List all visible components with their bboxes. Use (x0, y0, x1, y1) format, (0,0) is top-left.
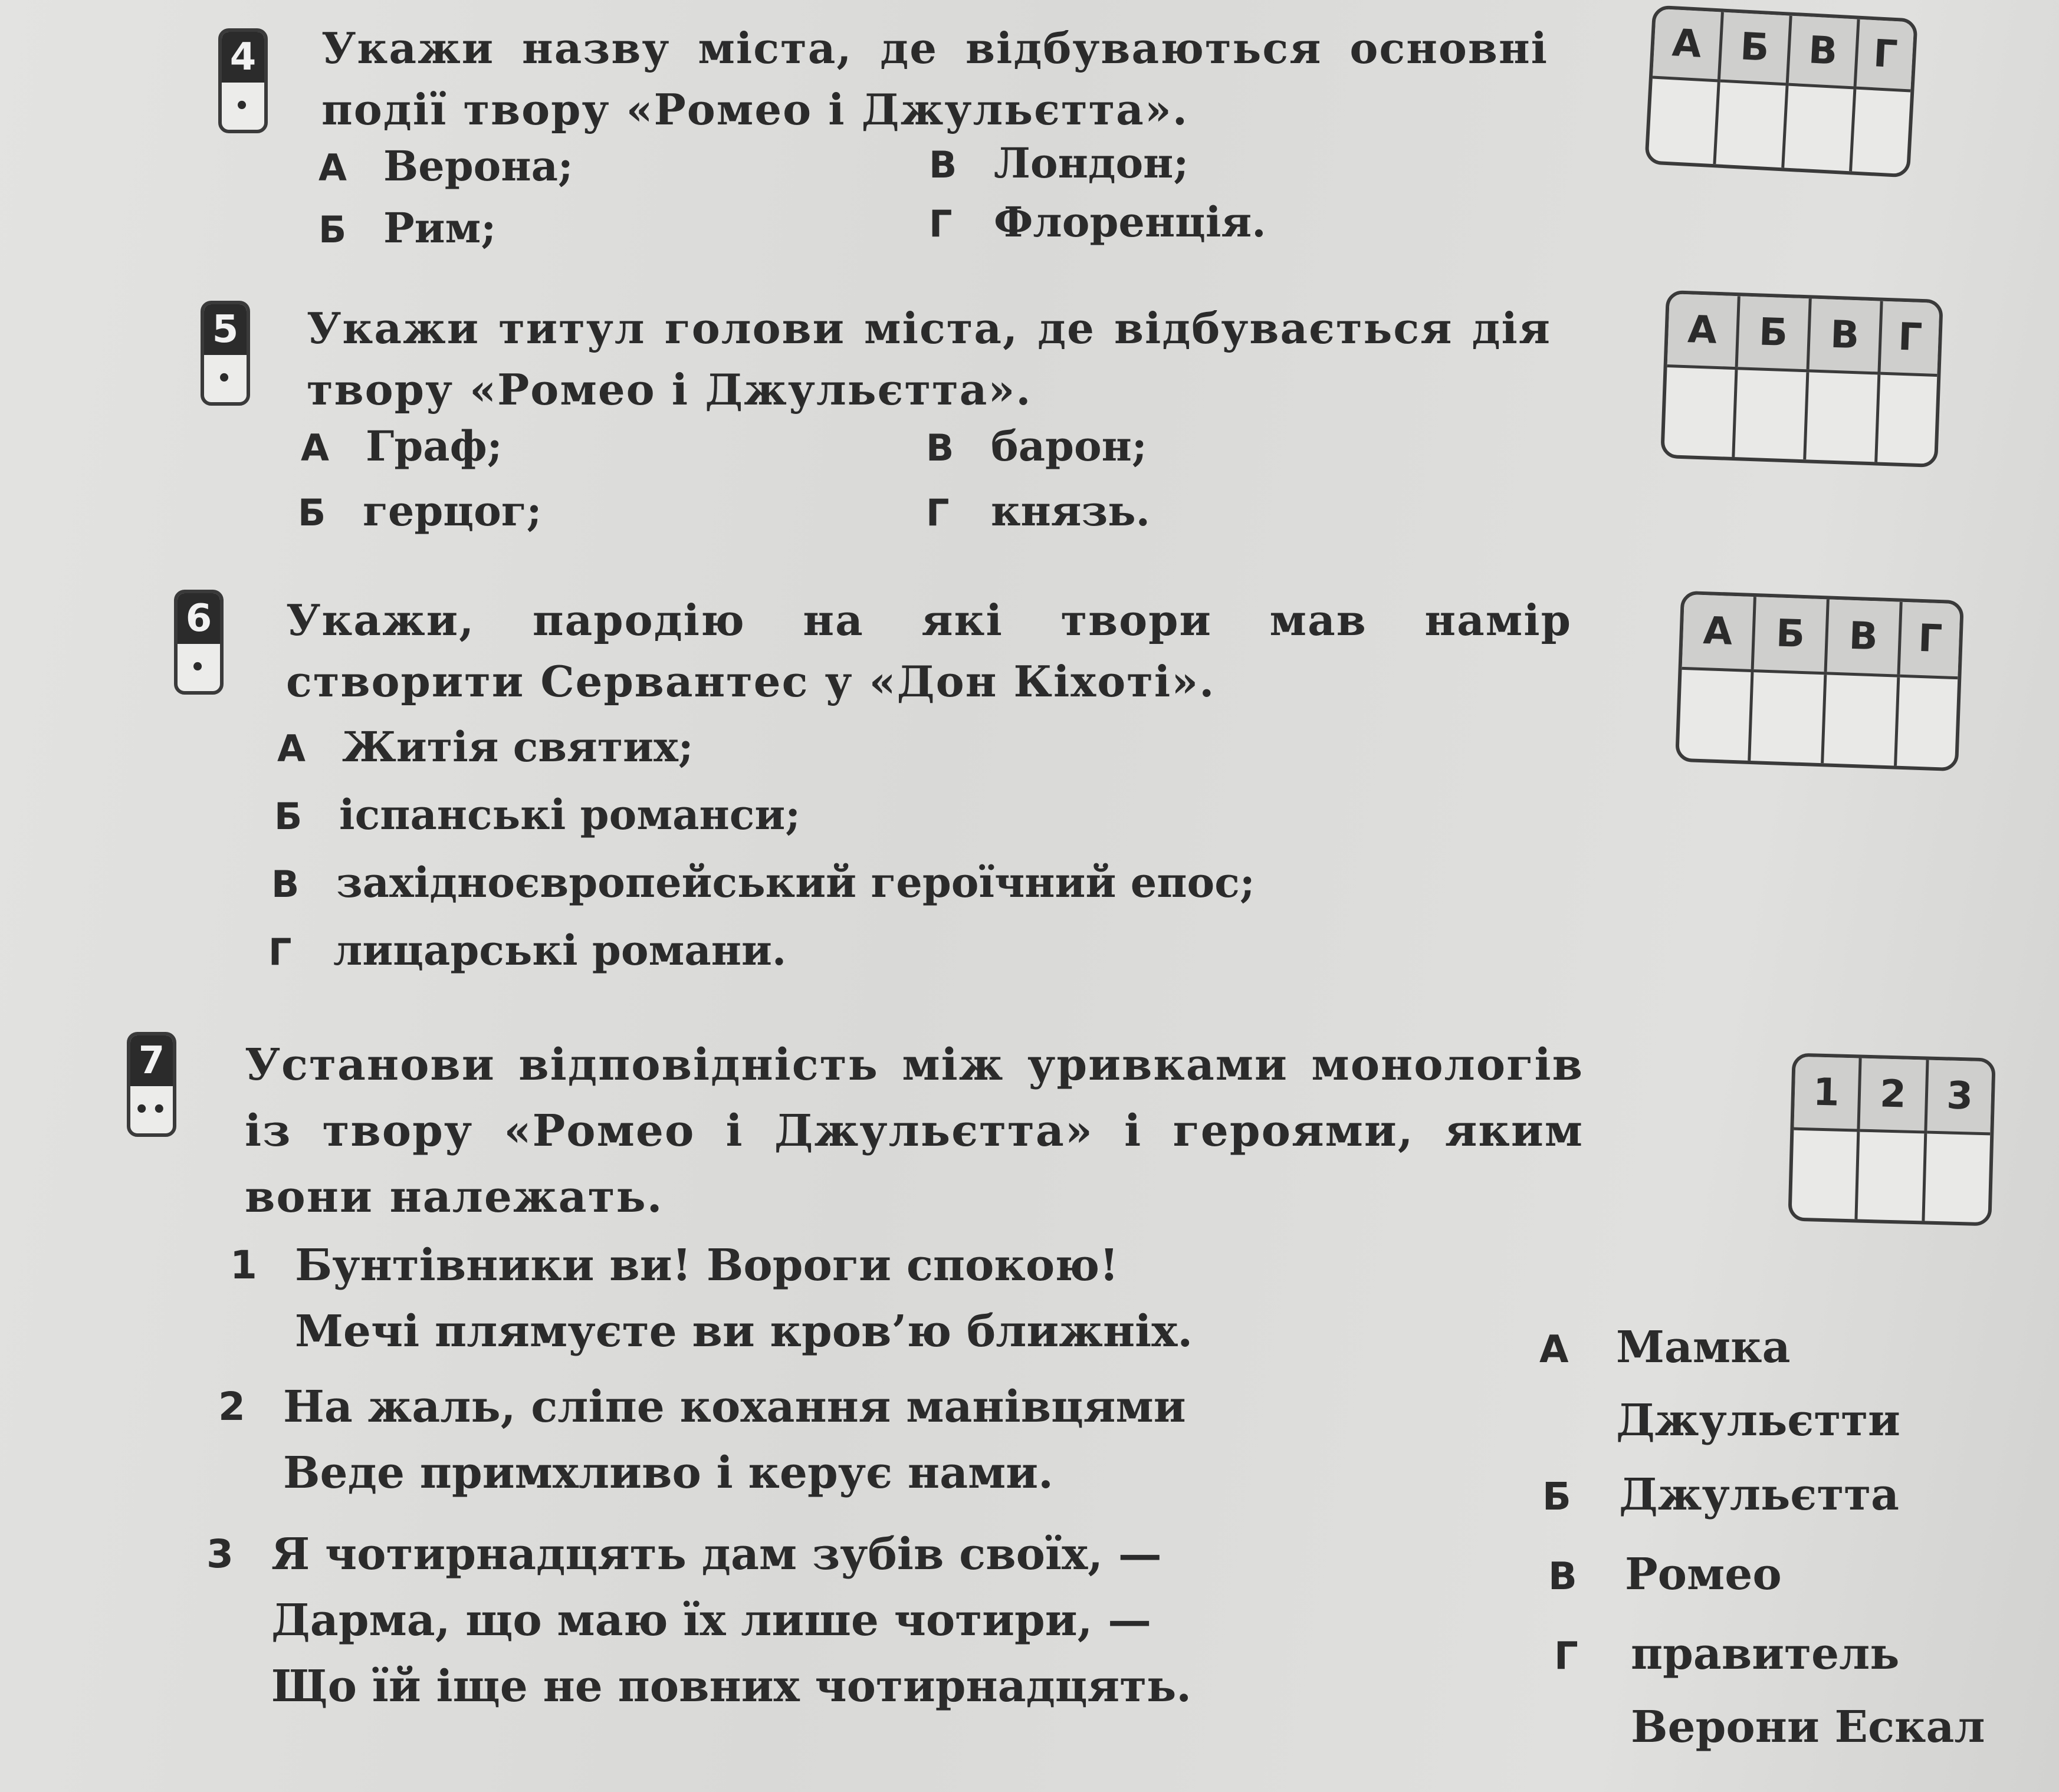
answer-cell[interactable] (1715, 81, 1787, 168)
answer-cell[interactable] (1749, 670, 1825, 763)
answer-cell[interactable] (1851, 88, 1910, 175)
fragment-line: Бунтівники ви! Вороги спокою! (295, 1240, 1119, 1291)
question-number: 7 (130, 1035, 173, 1086)
fragment-line: На жаль, сліпе кохання манівцями (283, 1382, 1186, 1432)
grid-col-1: 1 (1794, 1057, 1860, 1131)
fragment-line: Веде примхливо і керує нами. (283, 1448, 1053, 1498)
answer-cell[interactable] (1822, 673, 1899, 765)
question-number: 4 (222, 32, 264, 83)
q6-answer-grid[interactable] (1675, 591, 1964, 772)
question-4-text: Укажи назву міста, де відбуваються основні події твору «Ромео і Джульєтта». (321, 23, 1548, 134)
q4-answer-grid[interactable] (1644, 5, 1918, 177)
difficulty-dots: • (190, 654, 208, 681)
grid-col-a: А (1667, 294, 1739, 369)
grid-col-a: А (1653, 9, 1722, 81)
grid-col-a: А (1682, 594, 1755, 670)
grid-col-d: Г (1899, 602, 1961, 678)
question-number: 5 (204, 304, 247, 355)
answer-cell[interactable] (1791, 1129, 1858, 1219)
q4-option-a[interactable]: А Верона; (318, 142, 573, 190)
q5-option-d[interactable]: Г князь. (926, 486, 1151, 535)
answer-cell[interactable] (1679, 668, 1752, 761)
question-7-text: Установи відповідність між уривками монологів із твору «Ромео і Джульєтта» і героями, яким вони належать. (245, 1040, 1584, 1222)
answer-cell[interactable] (1782, 84, 1855, 172)
q6-option-b[interactable]: Б іспанські романси; (274, 790, 801, 839)
hero-a: А Мамка Джульєтти (1539, 1322, 1900, 1446)
q6-option-a[interactable]: А Житія святих; (277, 722, 694, 771)
grid-col-c: В (1825, 599, 1901, 675)
answer-cell[interactable] (1923, 1132, 1990, 1222)
hero-b: Б Джульєтта (1542, 1469, 1900, 1520)
q5-option-c[interactable]: В барон; (926, 422, 1147, 471)
hero-d: Г правитель Верони Ескал (1554, 1629, 1985, 1752)
answer-cell[interactable] (1733, 369, 1808, 459)
fragment-line: Дарма, що маю їх лише чотири, — (271, 1595, 1152, 1646)
grid-col-b: Б (1719, 12, 1791, 84)
difficulty-dots: •• (134, 1096, 169, 1123)
grid-col-b: Б (1752, 597, 1828, 673)
grid-col-2: 2 (1858, 1058, 1928, 1133)
difficulty-dots: • (234, 93, 252, 120)
q6-option-d[interactable]: Г лицарські романи. (268, 926, 787, 975)
answer-cell[interactable] (1896, 676, 1958, 768)
q7-answer-grid[interactable] (1788, 1053, 1995, 1227)
question-number: 6 (178, 593, 220, 644)
question-5-text: Укажи титул голови міста, де відбувається дія твору «Ромео і Джульєтта». (307, 303, 1551, 415)
hero-c: В Ромео (1548, 1549, 1782, 1600)
grid-col-3: 3 (1926, 1060, 1992, 1135)
q5-option-a[interactable]: А Граф; (301, 422, 503, 471)
question-6-badge (174, 590, 224, 695)
q4-option-c[interactable]: В Лондон; (929, 139, 1189, 188)
answer-cell[interactable] (1805, 371, 1879, 462)
question-5-badge (201, 301, 250, 406)
grid-col-b: Б (1736, 296, 1810, 371)
fragment-1 (230, 1232, 1193, 1364)
difficulty-dots: • (216, 365, 234, 392)
q5-answer-grid[interactable] (1660, 290, 1943, 468)
question-4-badge (218, 28, 268, 133)
fragment-line: Що їй іще не повних чотирнадцять. (271, 1661, 1192, 1712)
answer-cell[interactable] (1648, 77, 1719, 165)
question-7-badge (127, 1032, 176, 1137)
question-6-text: Укажи, пародію на які твори мав намір створити Сервантес у «Дон Кіхоті». (286, 595, 1572, 706)
fragment-3 (206, 1521, 1192, 1719)
grid-col-c: В (1787, 16, 1859, 88)
answer-cell[interactable] (1876, 373, 1938, 463)
grid-col-c: В (1808, 298, 1881, 373)
fragment-number: 1 (230, 1242, 257, 1288)
grid-col-d: Г (1879, 301, 1940, 376)
grid-col-d: Г (1855, 19, 1914, 91)
q5-option-b[interactable]: Б герцог; (298, 486, 542, 535)
answer-cell[interactable] (1664, 366, 1736, 457)
fragment-number: 2 (218, 1384, 245, 1429)
q6-option-c[interactable]: В західноєвропейський героїчний епос; (271, 858, 1255, 907)
answer-cell[interactable] (1856, 1130, 1926, 1221)
fragment-line: Я чотирнадцять дам зубів своїх, — (271, 1529, 1162, 1580)
fragment-2 (218, 1374, 1186, 1506)
q4-option-d[interactable]: Г Флоренція. (929, 198, 1266, 246)
fragment-line: Мечі плямуєте ви кров’ю ближніх. (295, 1306, 1193, 1357)
fragment-number: 3 (206, 1531, 234, 1577)
q4-option-b[interactable]: Б Рим; (318, 203, 497, 252)
